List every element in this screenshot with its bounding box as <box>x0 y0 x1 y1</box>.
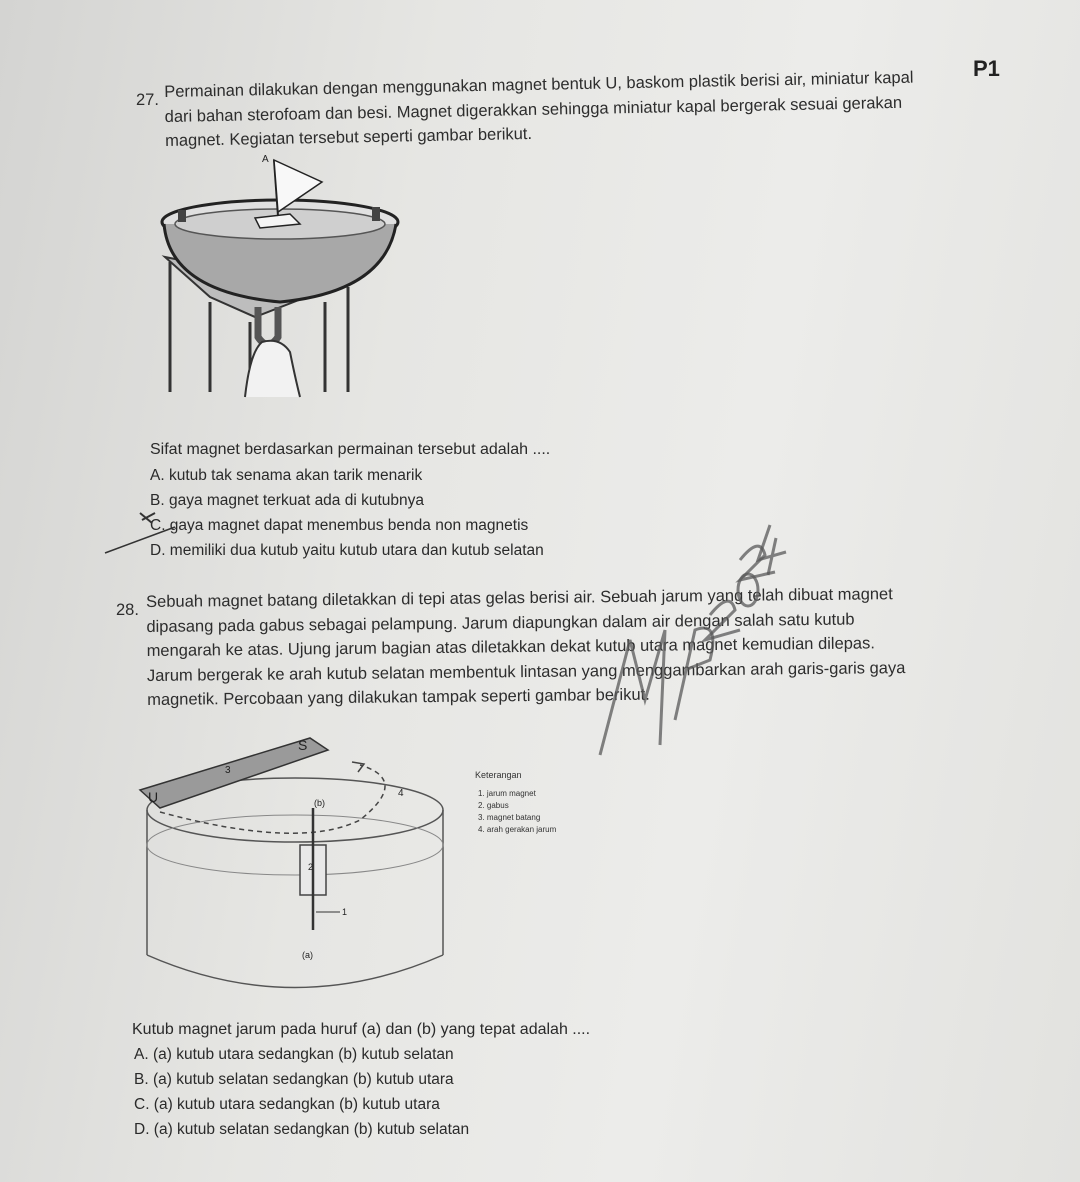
q28-stem <box>146 581 987 712</box>
handwritten-watermark <box>590 520 790 760</box>
q27-line-3: magnet. Kegiatan tersebut seperti gambar berikut. <box>164 124 533 150</box>
label-1: 1 <box>342 907 348 917</box>
label-2: 2 <box>308 862 314 872</box>
magnet-label-u: U <box>148 789 159 805</box>
label-3: 3 <box>225 765 231 776</box>
pen-mark <box>100 505 180 555</box>
q28-line-4: Jarum bergerak ke arah kutub selatan membentuk lintasan yang menggambarkan arah garis-garis gaya <box>146 658 906 685</box>
q27-line-1: Permainan dilakukan dengan menggunakan magnet bentuk U, baskom plastik berisi air, miniatur kapal <box>164 68 914 101</box>
basin-handle <box>372 207 380 221</box>
q28-line-3: mengarah ke atas. Ujung jarum bagian atas diletakkan dekat kutub utara magnet kemudian dilepas. <box>146 634 875 660</box>
label-a: (a) <box>302 950 313 960</box>
hand <box>245 341 300 397</box>
q28-line-2: dipasang pada gabus sebagai pelampung. Jarum diapungkan dalam air dengan salah satu kutub <box>146 610 855 636</box>
q28-option-a[interactable]: A. (a) kutub utara sedangkan (b) kutub selatan <box>134 1046 454 1063</box>
q28-number: 28. <box>116 601 139 619</box>
label-b: (b) <box>314 798 325 808</box>
q28-question: Kutub magnet jarum pada huruf (a) dan (b) yang tepat adalah .... <box>132 1021 591 1038</box>
water-level <box>147 815 443 875</box>
q28-option-d[interactable]: D. (a) kutub selatan sedangkan (b) kutub selatan <box>134 1121 470 1138</box>
magnet-label-s: S <box>298 737 308 753</box>
legend-title: Keterangan <box>475 770 522 780</box>
page-code: P1 <box>973 56 1000 81</box>
legend-item-4: 4. arah gerakan jarum <box>478 825 557 834</box>
basin-handle <box>178 210 186 222</box>
legend-item-3: 3. magnet batang <box>478 813 541 822</box>
q28-option-c[interactable]: C. (a) kutub utara sedangkan (b) kutub utara <box>134 1096 440 1113</box>
q27-question: Sifat magnet berdasarkan permainan tersebut adalah .... <box>150 441 551 458</box>
q27-figure-basin <box>150 152 410 412</box>
q27-line-2: dari bahan sterofoam dan besi. Magnet digerakkan sehingga miniatur kapal bergerak sesuai gerakan <box>164 93 903 126</box>
q28-option-b[interactable]: B. (a) kutub selatan sedangkan (b) kutub utara <box>134 1071 454 1088</box>
legend-item-2: 2. gabus <box>478 801 509 810</box>
q27-number: 27. <box>136 91 159 109</box>
q27-option-b[interactable]: B. gaya magnet terkuat ada di kutubnya <box>150 492 425 509</box>
q27-option-c[interactable]: C. gaya magnet dapat menembus benda non magnetis <box>150 517 529 534</box>
label-4: 4 <box>398 788 404 799</box>
q28-line-1: Sebuah magnet batang diletakkan di tepi atas gelas berisi air. Sebuah jarum yang telah dibuat magnet <box>146 585 893 611</box>
q27-stem <box>164 64 985 153</box>
glass-base <box>147 955 443 988</box>
q27-option-d[interactable]: D. memiliki dua kutub yaitu kutub utara dan kutub selatan <box>150 542 544 559</box>
q28-figure-glass <box>120 720 600 1010</box>
figure-label-a: A <box>262 154 269 165</box>
q27-option-a[interactable]: A. kutub tak senama akan tarik menarik <box>150 467 423 484</box>
q28-line-5: magnetik. Percobaan yang dilakukan tampak seperti gambar berikut. <box>147 685 650 709</box>
legend-item-1: 1. jarum magnet <box>478 789 536 798</box>
